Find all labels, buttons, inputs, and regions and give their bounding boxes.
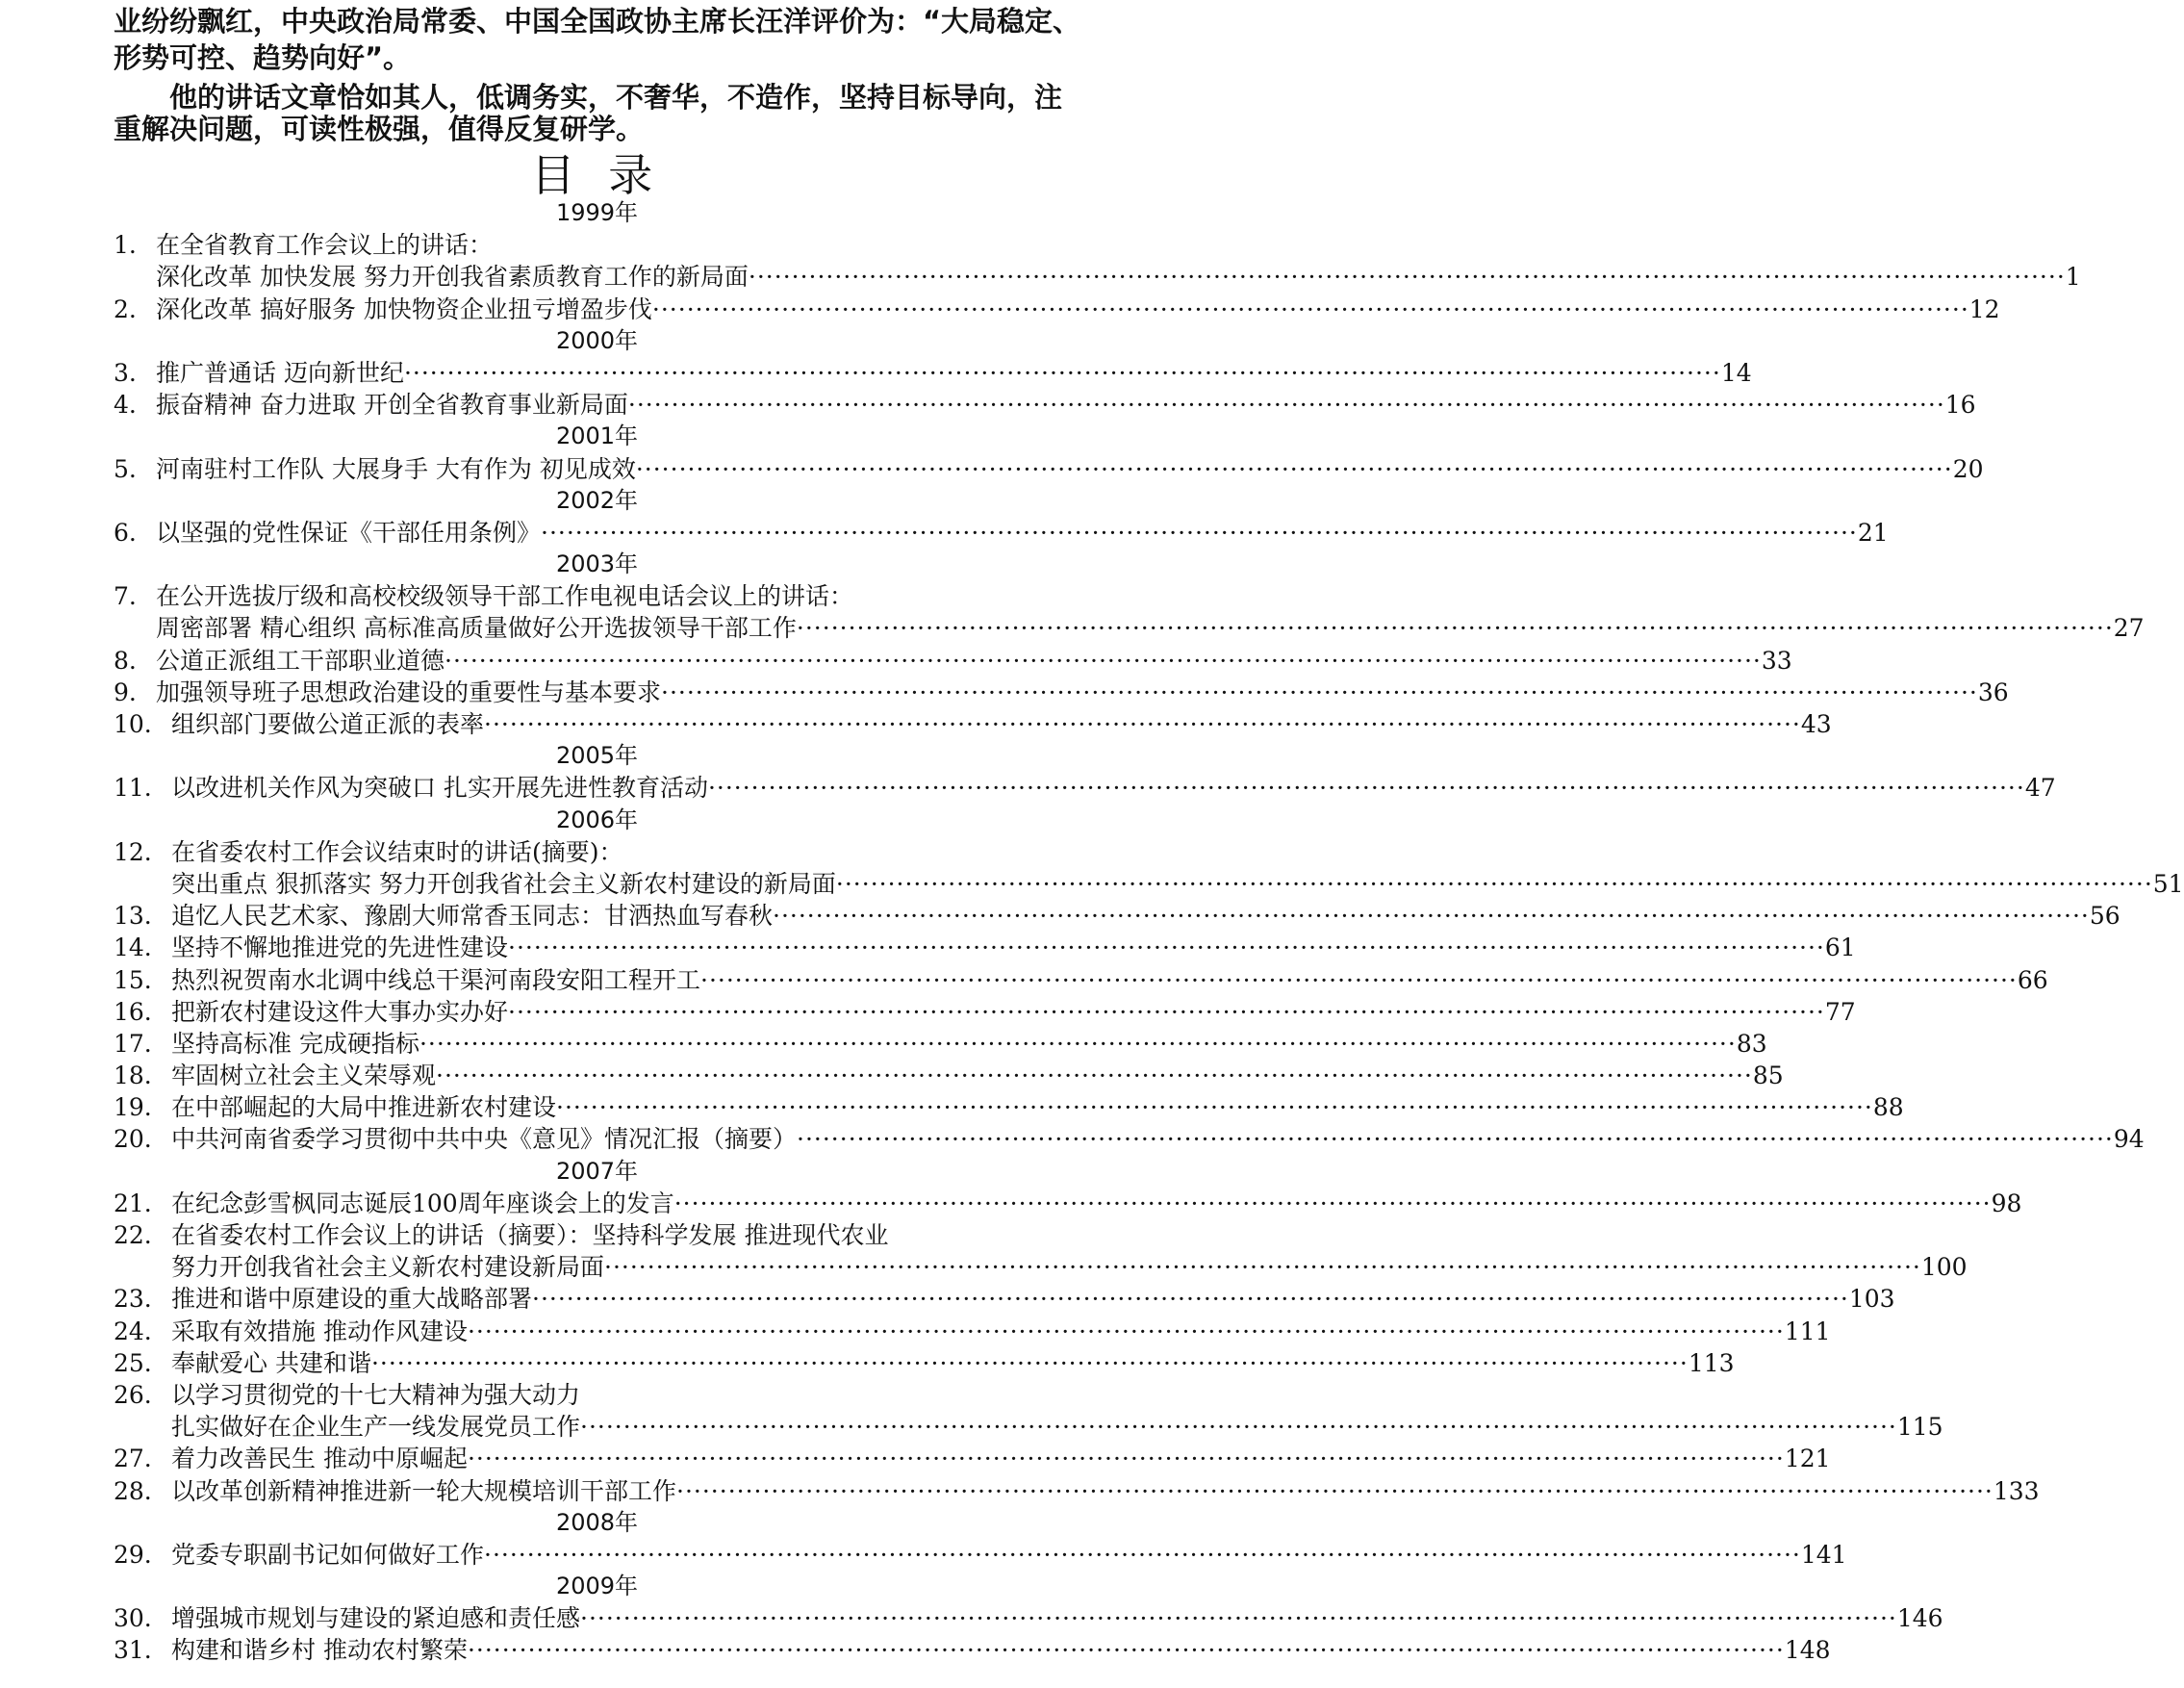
entry-number: 20. xyxy=(114,1125,152,1154)
entry-title: 构建和谐乡村 推动农村繁荣 xyxy=(171,1636,468,1665)
page-number: 1 xyxy=(2065,263,2081,292)
entry-title-line1: 以学习贯彻党的十七大精神为强大动力 xyxy=(171,1380,581,1409)
toc-entry[interactable] xyxy=(114,261,2081,293)
toc-entry[interactable] xyxy=(114,1283,1895,1315)
dot-leader xyxy=(484,708,1801,740)
dot-leader xyxy=(419,1028,1737,1060)
entry-number: 28. xyxy=(114,1476,152,1505)
dot-leader xyxy=(836,868,2153,900)
entry-title: 公道正派组工干部职业道德 xyxy=(156,646,445,675)
entry-number: 7. xyxy=(114,582,137,611)
entry-title: 加强领导班子思想政治建设的重要性与基本要求 xyxy=(156,678,662,706)
page-number: 14 xyxy=(1720,358,1752,387)
entry-title: 牢固树立社会主义荣辱观 xyxy=(171,1061,437,1090)
entry-title: 振奋精神 奋力进取 开创全省教育事业新局面 xyxy=(156,391,628,420)
entry-number: 6. xyxy=(114,518,137,547)
dot-leader xyxy=(532,1283,1849,1315)
entry-title: 河南驻村工作队 大展身手 大有作为 初见成效 xyxy=(156,454,636,483)
entry-title: 推广普通话 迈向新世纪 xyxy=(156,358,404,387)
dot-leader xyxy=(676,1475,1994,1507)
entry-number: 17. xyxy=(114,1029,152,1058)
page-number: 33 xyxy=(1761,646,1792,675)
entry-number: 2. xyxy=(114,294,137,323)
year-heading: 2002年 xyxy=(555,486,639,514)
toc-entry[interactable] xyxy=(114,645,1792,677)
toc-entry[interactable] xyxy=(114,1634,1831,1666)
entry-number: 13. xyxy=(114,902,152,931)
page-number: 66 xyxy=(2017,965,2048,994)
entry-title: 深化改革 加快发展 努力开创我省素质教育工作的新局面 xyxy=(156,263,749,292)
entry-title: 坚持不懈地推进党的先进性建设 xyxy=(171,934,509,962)
dot-leader xyxy=(541,517,1858,549)
dot-leader xyxy=(444,645,1762,677)
year-heading: 1999年 xyxy=(555,199,639,226)
page-number: 121 xyxy=(1784,1445,1831,1473)
dot-leader xyxy=(404,357,1721,389)
toc-entry[interactable] xyxy=(114,1188,2022,1219)
dot-leader xyxy=(797,1123,2114,1155)
page-number: 83 xyxy=(1736,1029,1767,1058)
toc-entry[interactable] xyxy=(114,1219,1080,1251)
toc-entry[interactable] xyxy=(114,1475,2040,1507)
toc-entry[interactable] xyxy=(114,1060,1784,1091)
page-number: 51 xyxy=(2152,869,2184,898)
toc-entry[interactable] xyxy=(114,964,2048,996)
dot-leader xyxy=(700,964,2018,996)
entry-title: 以坚强的党性保证《干部任用条例》 xyxy=(156,518,542,547)
entry-title: 扎实做好在企业生产一线发展党员工作 xyxy=(171,1413,581,1442)
entry-number: 12. xyxy=(114,837,152,866)
entry-number: 30. xyxy=(114,1604,152,1633)
entry-number: 18. xyxy=(114,1061,152,1090)
entry-number: 5. xyxy=(114,454,137,483)
year-heading: 2005年 xyxy=(555,742,639,770)
page-number: 115 xyxy=(1896,1413,1943,1442)
entry-number: 23. xyxy=(114,1285,152,1314)
page-number: 103 xyxy=(1848,1285,1895,1314)
dot-leader xyxy=(674,1188,1992,1219)
dot-leader xyxy=(708,772,2025,804)
dot-leader xyxy=(604,1251,1921,1283)
dot-leader xyxy=(580,1602,1897,1634)
dot-leader xyxy=(773,900,2090,932)
toc-entry[interactable] xyxy=(114,580,1080,612)
page-number: 113 xyxy=(1688,1348,1735,1377)
dot-leader xyxy=(556,1091,1873,1123)
entry-number: 15. xyxy=(114,965,152,994)
dot-leader xyxy=(508,996,1825,1028)
dot-leader xyxy=(628,389,1945,421)
page-number: 43 xyxy=(1800,710,1832,738)
dot-leader xyxy=(468,1443,1785,1474)
toc-title: 目 录 xyxy=(530,149,663,201)
toc-entry[interactable] xyxy=(114,868,2184,900)
page-number: 27 xyxy=(2113,614,2145,643)
toc-entry[interactable] xyxy=(114,708,1832,740)
dot-leader xyxy=(797,612,2114,644)
page-number: 100 xyxy=(1920,1253,1968,1282)
entry-number: 1. xyxy=(114,231,137,260)
entry-title-line1: 在省委农村工作会议上的讲话（摘要）：坚持科学发展 推进现代农业 xyxy=(171,1221,889,1249)
entry-title: 努力开创我省社会主义新农村建设新局面 xyxy=(171,1253,605,1282)
page-number: 16 xyxy=(1944,391,1976,420)
toc-entry[interactable] xyxy=(114,1251,1968,1283)
dot-leader xyxy=(436,1060,1753,1091)
entry-number: 14. xyxy=(114,934,152,962)
page-number: 111 xyxy=(1784,1317,1831,1345)
entry-number: 4. xyxy=(114,391,137,420)
intro-paragraph-1: 业纷纷飘红，中央政治局常委、中国全国政协主席长汪洋评价为：“大局稳定、形势可控、趋势向好”。 xyxy=(114,5,1081,74)
entry-title: 采取有效措施 推动作风建设 xyxy=(171,1317,468,1345)
entry-title: 以改革创新精神推进新一轮大规模培训干部工作 xyxy=(171,1476,677,1505)
page-number: 85 xyxy=(1752,1061,1784,1090)
dot-leader xyxy=(468,1316,1785,1347)
entry-title: 热烈祝贺南水北调中线总干渠河南段安阳工程开工 xyxy=(171,965,701,994)
toc-entry[interactable] xyxy=(114,1347,1735,1379)
entry-title: 推进和谐中原建设的重大战略部署 xyxy=(171,1285,533,1314)
entry-number: 26. xyxy=(114,1380,152,1409)
year-heading: 2006年 xyxy=(555,806,639,833)
entry-title: 增强城市规划与建设的紧迫感和责任感 xyxy=(171,1604,581,1633)
dot-leader xyxy=(652,294,1969,325)
toc-entry[interactable] xyxy=(114,1316,1831,1347)
dot-leader xyxy=(484,1539,1801,1571)
year-heading: 2009年 xyxy=(555,1573,639,1600)
dot-leader xyxy=(661,677,1978,708)
toc-entry[interactable] xyxy=(114,1123,2145,1155)
toc-entry[interactable] xyxy=(114,517,1889,549)
page-number: 47 xyxy=(2024,774,2056,803)
entry-title: 在中部崛起的大局中推进新农村建设 xyxy=(171,1093,557,1122)
entry-title: 深化改革 搞好服务 加快物资企业扭亏增盈步伐 xyxy=(156,294,652,323)
page-number: 20 xyxy=(1952,454,1984,483)
dot-leader xyxy=(371,1347,1689,1379)
entry-number: 24. xyxy=(114,1317,152,1345)
toc-entry[interactable] xyxy=(114,453,1984,485)
entry-title: 奉献爱心 共建和谐 xyxy=(171,1348,371,1377)
entry-title: 中共河南省委学习贯彻中共中央《意见》情况汇报（摘要） xyxy=(171,1125,798,1154)
entry-title: 坚持高标准 完成硬指标 xyxy=(171,1029,419,1058)
toc-entry[interactable] xyxy=(114,1443,1831,1474)
entry-title: 党委专职副书记如何做好工作 xyxy=(171,1540,485,1569)
entry-title-line1: 在省委农村工作会议结束时的讲话(摘要)： xyxy=(171,837,623,866)
toc-entry[interactable] xyxy=(114,772,2056,804)
entry-number: 3. xyxy=(114,358,137,387)
toc-entry[interactable] xyxy=(114,932,1856,963)
page-number: 12 xyxy=(1968,294,2000,323)
entry-title-line1: 在全省教育工作会议上的讲话： xyxy=(156,231,494,260)
dot-leader xyxy=(636,453,1953,485)
page-number: 61 xyxy=(1824,934,1856,962)
page-number: 77 xyxy=(1824,997,1856,1026)
entry-title: 周密部署 精心组织 高标准高质量做好公开选拔领导干部工作 xyxy=(156,614,797,643)
entry-number: 22. xyxy=(114,1221,152,1249)
page-number: 133 xyxy=(1993,1476,2040,1505)
page-number: 94 xyxy=(2113,1125,2145,1154)
entry-title: 突出重点 狠抓落实 努力开创我省社会主义新农村建设的新局面 xyxy=(171,869,836,898)
table-of-contents xyxy=(114,197,2184,1667)
toc-entry[interactable] xyxy=(114,389,1976,421)
toc-entry[interactable] xyxy=(114,1539,1847,1571)
toc-entry[interactable] xyxy=(114,1602,1943,1634)
entry-number: 29. xyxy=(114,1540,152,1569)
entry-number: 10. xyxy=(114,710,152,738)
toc-entry[interactable] xyxy=(114,357,1752,389)
dot-leader xyxy=(580,1411,1897,1443)
entry-title: 组织部门要做公道正派的表率 xyxy=(171,710,485,738)
page-number: 146 xyxy=(1896,1604,1943,1633)
toc-entry[interactable] xyxy=(114,1379,1080,1411)
entry-number: 21. xyxy=(114,1189,152,1217)
dot-leader xyxy=(749,261,2066,293)
entry-number: 19. xyxy=(114,1093,152,1122)
toc-entry[interactable] xyxy=(114,229,1080,261)
year-heading: 2008年 xyxy=(555,1508,639,1536)
page-number: 88 xyxy=(1872,1093,1904,1122)
entry-number: 25. xyxy=(114,1348,152,1377)
page-number: 148 xyxy=(1784,1636,1831,1665)
entry-number: 9. xyxy=(114,678,137,706)
page-number: 36 xyxy=(1977,678,2009,706)
entry-number: 16. xyxy=(114,997,152,1026)
page-number: 56 xyxy=(2089,902,2121,931)
entry-title: 以改进机关作风为突破口 扎实开展先进性教育活动 xyxy=(171,774,708,803)
entry-number: 11. xyxy=(114,774,152,803)
year-heading: 2000年 xyxy=(555,326,639,354)
toc-entry[interactable] xyxy=(114,900,2121,932)
dot-leader xyxy=(508,932,1825,963)
toc-entry[interactable] xyxy=(114,677,2009,708)
entry-title: 把新农村建设这件大事办实办好 xyxy=(171,997,509,1026)
entry-number: 8. xyxy=(114,646,137,675)
year-heading: 2007年 xyxy=(555,1157,639,1185)
toc-entry[interactable] xyxy=(114,836,1080,868)
dot-leader xyxy=(468,1634,1785,1666)
entry-title-line1: 在公开选拔厅级和高校校级领导干部工作电视电话会议上的讲话： xyxy=(156,582,854,611)
entry-title: 在纪念彭雪枫同志诞辰100周年座谈会上的发言 xyxy=(171,1189,674,1217)
page-number: 21 xyxy=(1857,518,1889,547)
entry-title: 追忆人民艺术家、豫剧大师常香玉同志：甘洒热血写春秋 xyxy=(171,902,774,931)
toc-entry[interactable] xyxy=(114,294,2000,325)
intro-paragraph-2: 他的讲话文章恰如其人，低调务实，不奢华，不造作，坚持目标导向，注重解决问题，可读性极强，值得反复研学。 xyxy=(114,81,1063,145)
entry-number: 27. xyxy=(114,1445,152,1473)
year-heading: 2003年 xyxy=(555,550,639,578)
page-number: 141 xyxy=(1800,1540,1847,1569)
toc-entry[interactable] xyxy=(114,1028,1767,1060)
page-number: 98 xyxy=(1991,1189,2022,1217)
toc-entry[interactable] xyxy=(114,1411,1943,1443)
entry-title: 着力改善民生 推动中原崛起 xyxy=(171,1445,468,1473)
toc-entry[interactable] xyxy=(114,1091,1904,1123)
year-heading: 2001年 xyxy=(555,422,639,450)
toc-entry[interactable] xyxy=(114,612,2145,644)
entry-number: 31. xyxy=(114,1636,152,1665)
toc-entry[interactable] xyxy=(114,996,1856,1028)
